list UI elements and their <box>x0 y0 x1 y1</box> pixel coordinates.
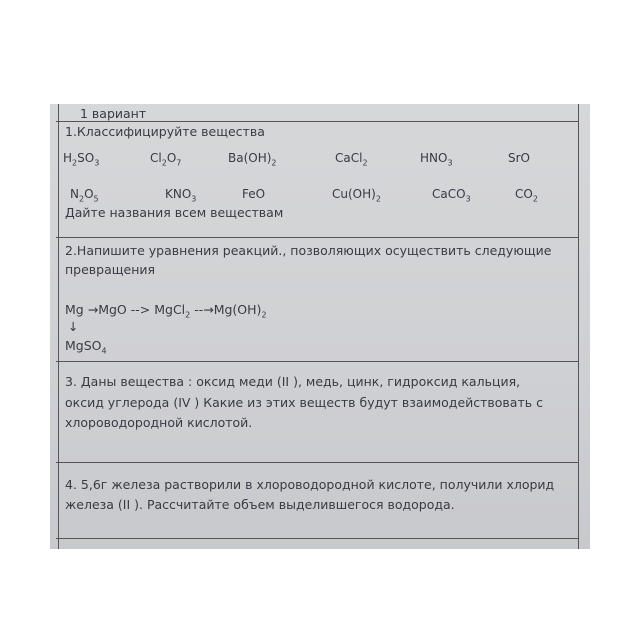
formula <box>70 187 99 203</box>
formula-part: Ba(OH) <box>228 151 272 165</box>
formula-part: O <box>166 151 177 165</box>
subscript: 2 <box>375 194 381 204</box>
formula <box>508 151 530 165</box>
formula <box>150 151 181 167</box>
subscript: 3 <box>447 158 453 168</box>
task1-title: 1.Классифицируйте вещества <box>65 124 265 139</box>
task4-line2: железа (II ). Рассчитайте объем выделившегося водорода. <box>65 497 455 512</box>
formula-part: CaCl <box>335 151 363 165</box>
subscript: 2 <box>78 194 85 204</box>
task3-line1: 3. Даны вещества : оксид меди (II ), медь, цинк, гидроксид кальция, <box>65 374 521 389</box>
task3-line3: хлороводородной кислотой. <box>65 415 253 430</box>
chain-mgo: →MgO <box>87 302 127 317</box>
chain-mg: Mg <box>65 302 84 317</box>
formula-part: FeO <box>242 187 266 201</box>
task4-line1: 4. 5,6г железа растворили в хлороводородной кислоте, получили хлорид <box>65 477 555 492</box>
formula-part: Cu(OH) <box>332 187 376 201</box>
subscript: 5 <box>93 194 99 204</box>
formula <box>335 151 368 167</box>
worksheet-photo <box>50 104 590 549</box>
variant-header: 1 вариант <box>80 106 147 121</box>
sub: 2 <box>185 310 191 320</box>
branch-text: MgSO <box>65 338 102 353</box>
formula-part: KNO <box>165 187 192 201</box>
subscript: 2 <box>161 158 167 168</box>
formula-part: HNO <box>420 151 448 165</box>
formula <box>420 151 453 167</box>
formula-part: Cl <box>150 151 162 165</box>
subscript: 7 <box>176 158 182 168</box>
down-arrow: ↓ <box>68 319 79 334</box>
chain-mgcl: --> MgCl <box>130 302 186 317</box>
task2-line2: превращения <box>65 262 156 277</box>
subscript: 3 <box>94 158 100 168</box>
chain-mgoh: --→Mg(OH) <box>194 302 262 317</box>
subscript: 3 <box>465 194 471 204</box>
formula <box>228 151 277 167</box>
subscript: 2 <box>362 158 368 168</box>
formula <box>242 187 265 201</box>
sub: 4 <box>101 346 107 356</box>
formula <box>432 187 471 203</box>
formula <box>515 187 538 203</box>
sub: 2 <box>261 310 267 320</box>
formula-part: CaCO <box>432 187 466 201</box>
formula <box>332 187 381 203</box>
subscript: 2 <box>271 158 277 168</box>
reaction-chain <box>65 302 267 320</box>
subscript: 2 <box>532 194 538 204</box>
formula-part: H <box>63 151 73 165</box>
formula-part: N <box>70 187 79 201</box>
subscript: 3 <box>191 194 197 204</box>
formula-part: CO <box>515 187 533 201</box>
subscript: 2 <box>72 158 78 168</box>
formula-part: O <box>84 187 94 201</box>
formula <box>63 151 99 167</box>
task1-footer: Дайте названия всем веществам <box>65 205 284 220</box>
task2-line1: 2.Напишите уравнения реакций., позволяющих осуществить следующие <box>65 243 552 258</box>
task3-line2: оксид углерода (IV ) Какие из этих веществ будут взаимодействовать с <box>65 395 543 410</box>
formula-part: SO <box>77 151 95 165</box>
formula-part: SrO <box>508 151 530 165</box>
chain-branch <box>65 338 107 356</box>
formula <box>165 187 196 203</box>
